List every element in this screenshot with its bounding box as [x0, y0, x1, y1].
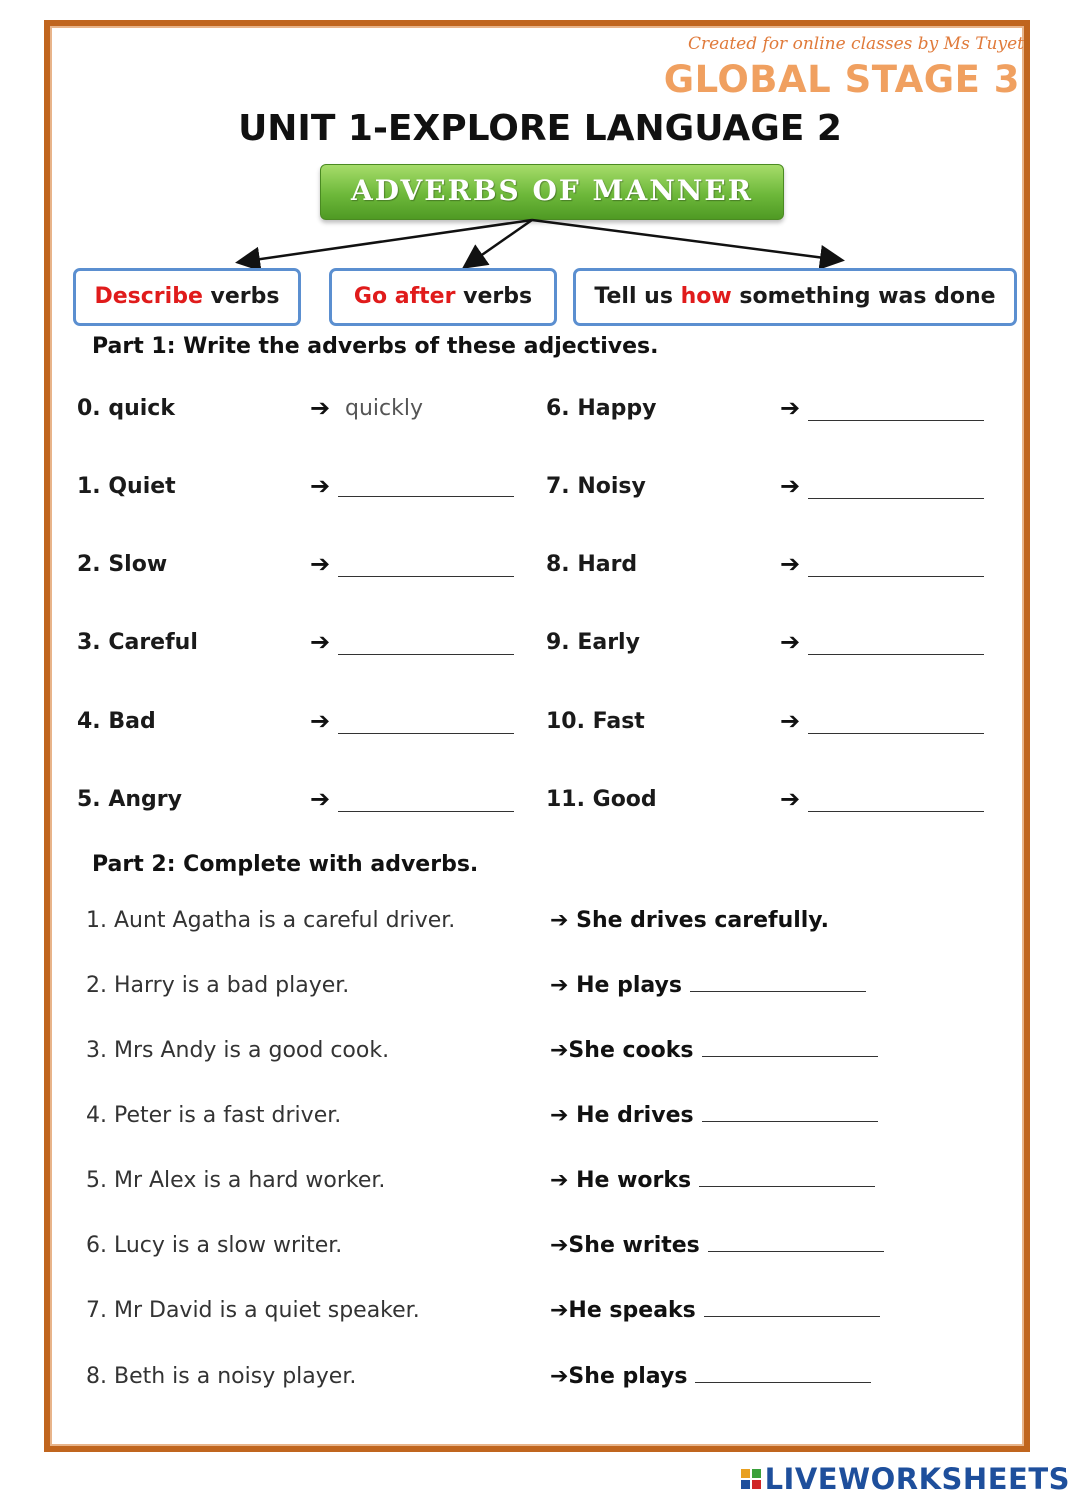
prompt-sentence: 4. Peter is a fast driver.: [86, 1103, 342, 1128]
answer-blank[interactable]: [338, 811, 514, 812]
liveworksheets-logo[interactable]: [741, 1462, 1070, 1496]
answer-blank[interactable]: [808, 733, 984, 734]
prompt-sentence: 2. Harry is a bad player.: [86, 973, 350, 998]
part1-heading: Part 1: Write the adverbs of these adjectives.: [92, 334, 659, 359]
topic-banner: ADVERBS OF MANNER: [320, 164, 784, 220]
answer-blank[interactable]: [699, 1185, 875, 1187]
answer-stem: ➔She cooks: [550, 1038, 694, 1063]
answer-blank[interactable]: [808, 420, 984, 421]
concept-highlight: Describe: [94, 284, 203, 309]
unit-title: UNIT 1-EXPLORE LANGUAGE 2: [238, 108, 842, 149]
answer-blank[interactable]: [690, 990, 866, 992]
arrow-icon: ➔: [310, 394, 331, 422]
adjective-label: 1. Quiet: [77, 474, 176, 499]
logo-text: LIVEWORKSHEETS: [764, 1462, 1070, 1496]
answer-blank[interactable]: [338, 733, 514, 734]
answer-blank[interactable]: [695, 1381, 871, 1383]
arrow-icon: ➔: [780, 707, 801, 735]
adjective-label: 11. Good: [546, 787, 657, 812]
answer-row: [550, 1233, 884, 1258]
arrow-icon: ➔: [310, 707, 331, 735]
answer-row: [550, 1364, 871, 1389]
arrow-icon: ➔: [780, 550, 801, 578]
arrow-icon: ➔: [780, 472, 801, 500]
answer-row: [550, 1103, 878, 1128]
answer-blank[interactable]: [808, 811, 984, 812]
answer-row: [550, 973, 866, 998]
prompt-sentence: 3. Mrs Andy is a good cook.: [86, 1038, 390, 1063]
arrow-icon: ➔: [780, 785, 801, 813]
arrow-icon: ➔: [310, 472, 331, 500]
answer-blank[interactable]: [808, 576, 984, 577]
answer-stem: ➔She plays: [550, 1364, 688, 1389]
concept-box-tell-us: [573, 268, 1017, 326]
arrow-icon: ➔: [780, 394, 801, 422]
concept-text: verbs: [202, 284, 280, 309]
answer-blank[interactable]: [808, 498, 984, 499]
answer-blank[interactable]: [702, 1120, 878, 1122]
arrow-icon: ➔: [310, 628, 331, 656]
arrow-icon: ➔: [310, 550, 331, 578]
answer-blank[interactable]: [808, 654, 984, 655]
sample-answer: quickly: [345, 396, 423, 421]
answer-row: [550, 1168, 875, 1193]
concept-highlight: how: [680, 284, 732, 309]
answer-blank[interactable]: [708, 1250, 884, 1252]
arrow-icon: ➔: [780, 628, 801, 656]
credit-line: Created for online classes by Ms Tuyet: [688, 34, 1024, 54]
answer-blank[interactable]: [338, 654, 514, 655]
adjective-label: 2. Slow: [77, 552, 168, 577]
concept-highlight: Go after: [353, 284, 456, 309]
concept-text: Tell us: [594, 284, 681, 309]
adjective-label: 9. Early: [546, 630, 640, 655]
answer-stem: ➔He speaks: [550, 1298, 696, 1323]
prompt-sentence: 6. Lucy is a slow writer.: [86, 1233, 343, 1258]
arrow-to-tell-us: [532, 220, 840, 260]
answer-stem: ➔ She drives carefully.: [550, 908, 829, 933]
answer-stem: ➔ He plays: [550, 973, 682, 998]
completed-answer: [550, 908, 829, 933]
part2-heading: Part 2: Complete with adverbs.: [92, 852, 479, 877]
answer-blank[interactable]: [702, 1055, 878, 1057]
prompt-sentence: 5. Mr Alex is a hard worker.: [86, 1168, 386, 1193]
arrow-icon: ➔: [310, 785, 331, 813]
answer-stem: ➔She writes: [550, 1233, 700, 1258]
answer-row: [550, 1298, 880, 1323]
logo-grid-icon: [741, 1469, 761, 1489]
answer-blank[interactable]: [338, 576, 514, 577]
concept-text: verbs: [455, 284, 533, 309]
adjective-label: 0. quick: [77, 396, 175, 421]
concept-box-describe: [73, 268, 301, 326]
arrow-to-describe: [240, 220, 532, 262]
prompt-sentence: 1. Aunt Agatha is a careful driver.: [86, 908, 456, 933]
adjective-label: 6. Happy: [546, 396, 657, 421]
adjective-label: 10. Fast: [546, 709, 645, 734]
concept-box-go-after: [329, 268, 557, 326]
adjective-label: 8. Hard: [546, 552, 638, 577]
adjective-label: 7. Noisy: [546, 474, 646, 499]
answer-stem: ➔ He works: [550, 1168, 692, 1193]
answer-row: [550, 1038, 878, 1063]
stage-title: GLOBAL STAGE 3: [663, 58, 1020, 101]
answer-blank[interactable]: [704, 1315, 880, 1317]
prompt-sentence: 8. Beth is a noisy player.: [86, 1364, 357, 1389]
answer-stem: ➔ He drives: [550, 1103, 694, 1128]
answer-blank[interactable]: [338, 496, 514, 497]
adjective-label: 4. Bad: [77, 709, 156, 734]
adjective-label: 3. Careful: [77, 630, 198, 655]
prompt-sentence: 7. Mr David is a quiet speaker.: [86, 1298, 420, 1323]
concept-arrows: [0, 0, 1080, 280]
concept-text: something was done: [731, 284, 996, 309]
adjective-label: 5. Angry: [77, 787, 182, 812]
